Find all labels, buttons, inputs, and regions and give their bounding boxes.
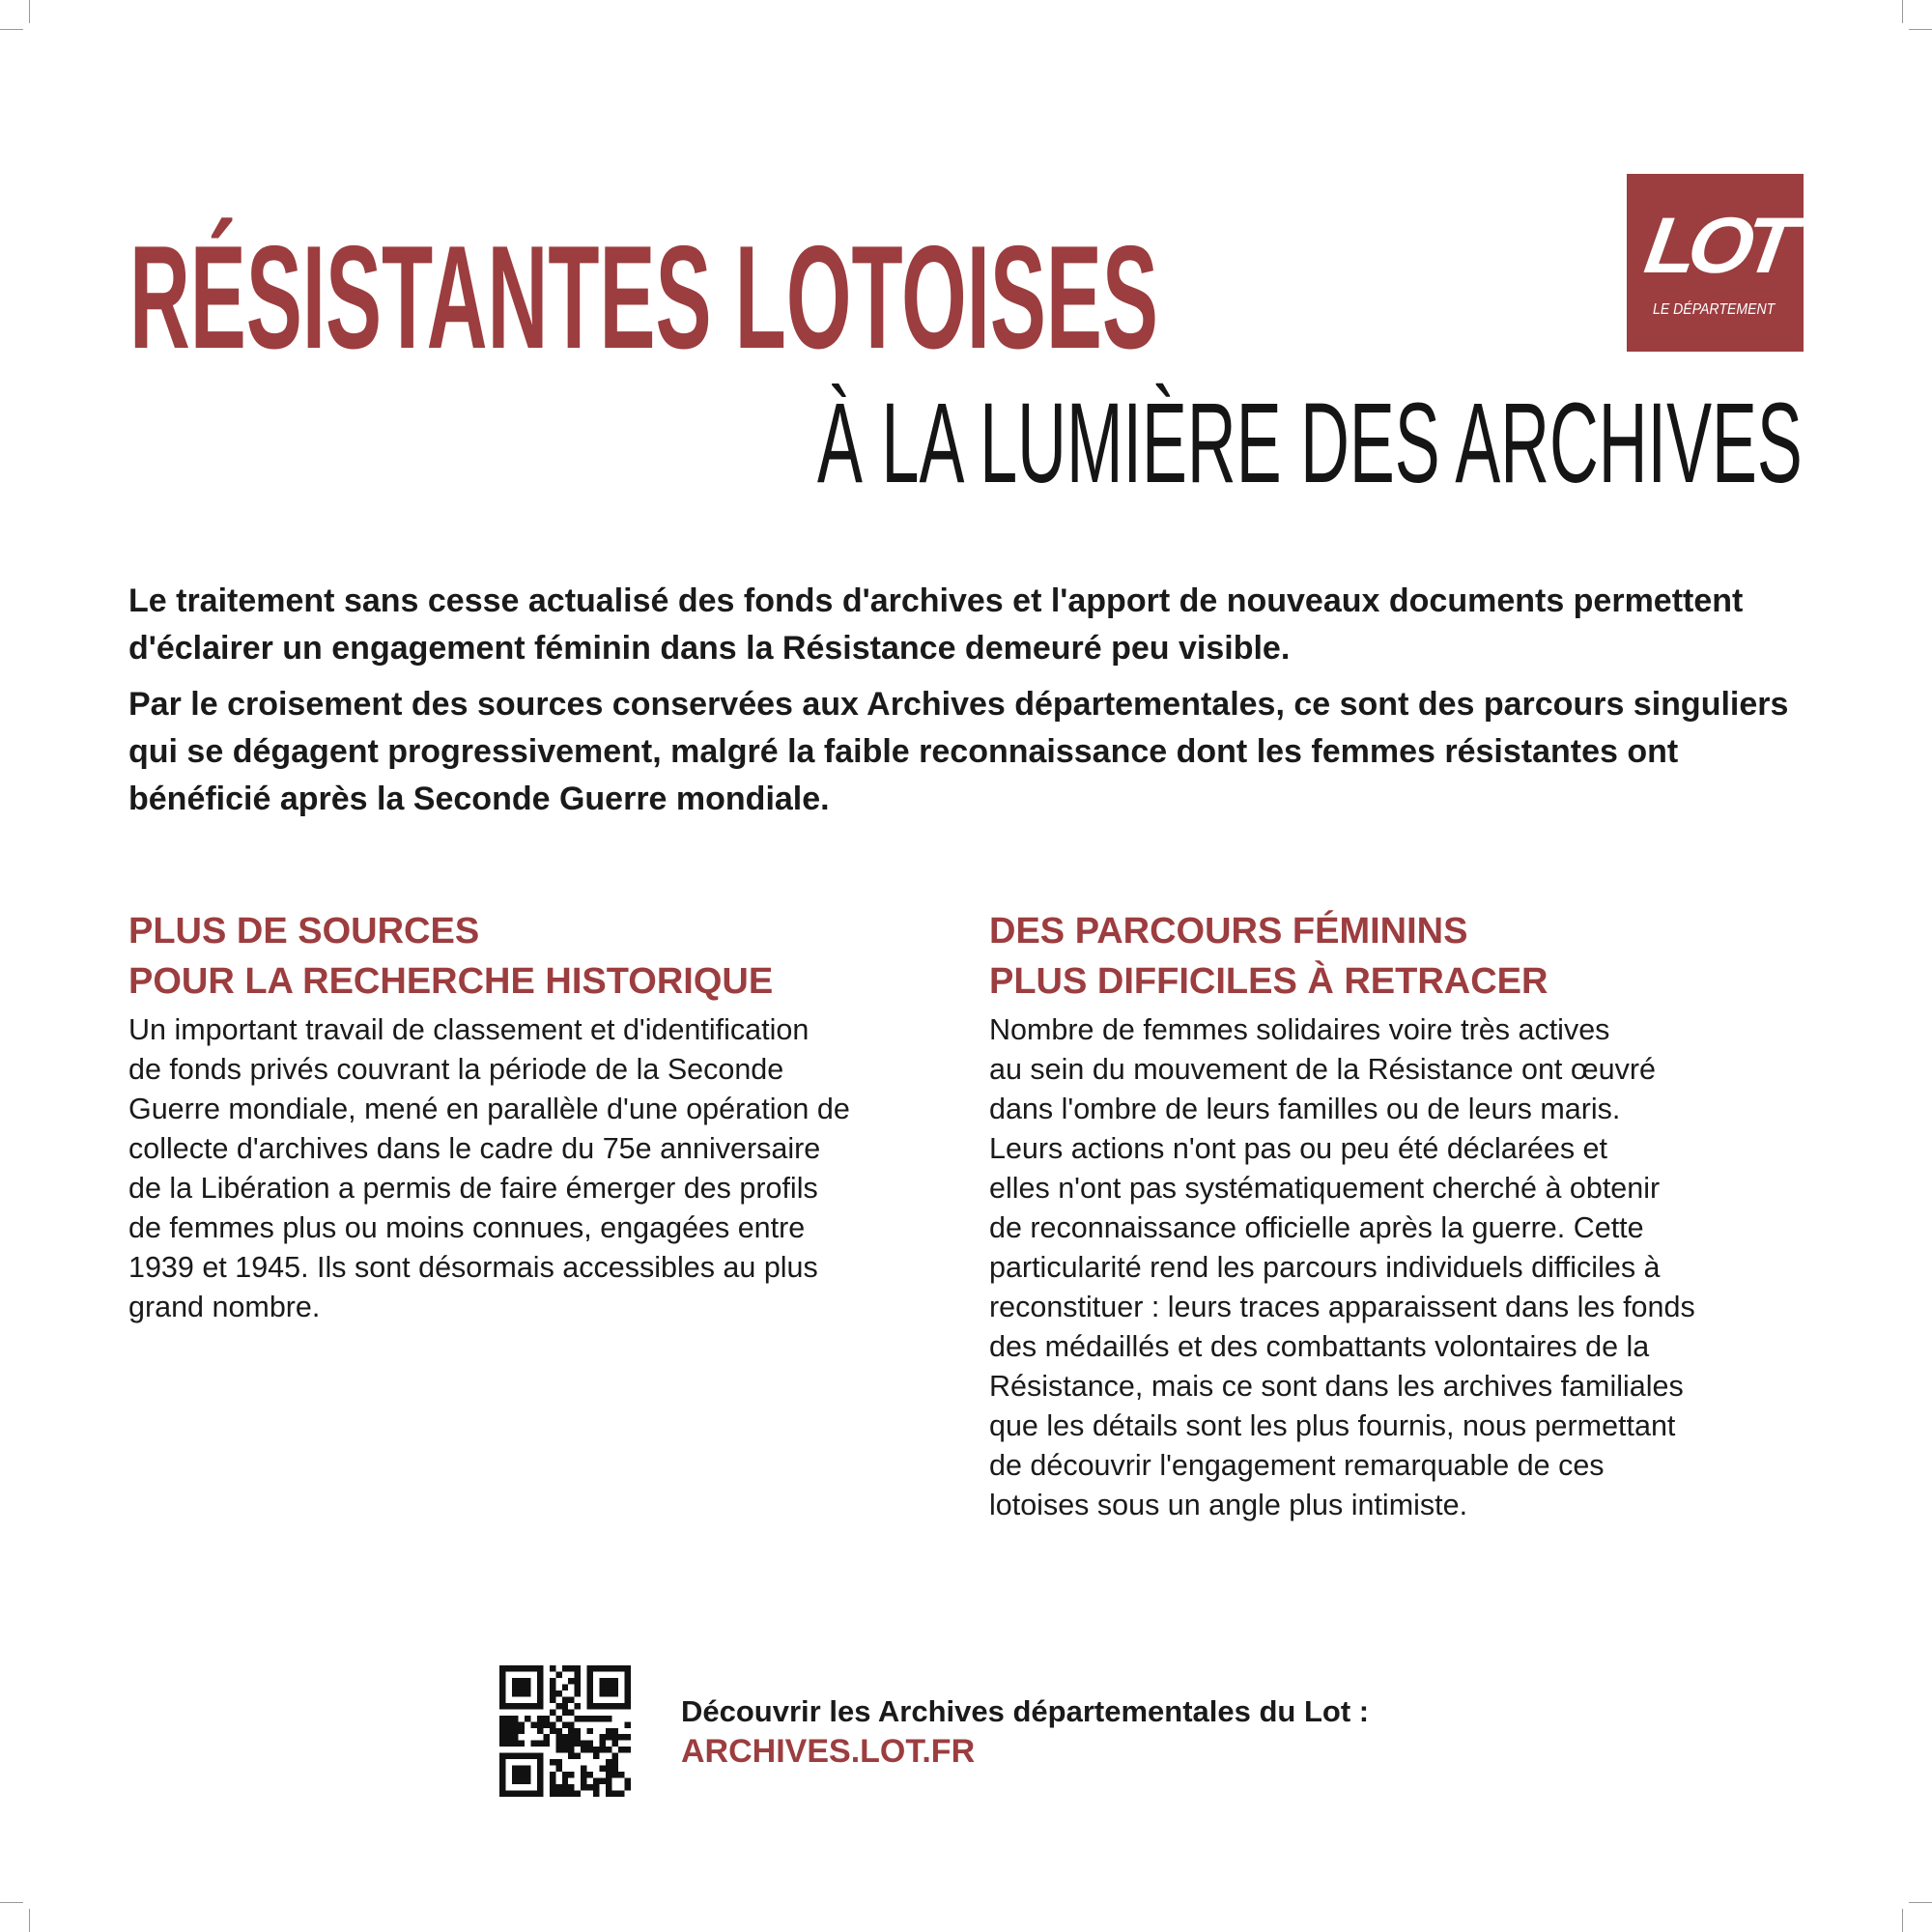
body-line: reconstituer : leurs traces apparaissent dans les fonds bbox=[989, 1291, 1695, 1323]
section-body bbox=[989, 1010, 1820, 1525]
section-heading bbox=[128, 906, 959, 1007]
lot-department-logo bbox=[1627, 174, 1804, 352]
crop-mark bbox=[29, 0, 30, 23]
crop-mark bbox=[1902, 1909, 1903, 1932]
body-line: de la Libération a permis de faire émerger des profils bbox=[128, 1172, 818, 1205]
body-line: 1939 et 1945. Ils sont désormais accessibles au plus bbox=[128, 1251, 818, 1284]
page-subtitle: À LA LUMIÈRE DES ARCHIVES bbox=[817, 380, 1803, 507]
section-heading bbox=[989, 906, 1820, 1007]
body-line: particularité rend les parcours individuels difficiles à bbox=[989, 1251, 1661, 1284]
body-line: Nombre de femmes solidaires voire très actives bbox=[989, 1013, 1610, 1046]
heading-line: POUR LA RECHERCHE HISTORIQUE bbox=[128, 961, 774, 1002]
crop-mark bbox=[1909, 29, 1932, 30]
body-line: Leurs actions n'ont pas ou peu été déclarées et bbox=[989, 1132, 1607, 1165]
intro-paragraph-2: Par le croisement des sources conservées aux Archives départementales, ce sont des parcours singuliers qui se dégagent progressivement, malgré la faible reconnaissance dont les femmes résistantes ont bénéficié après la Seconde Guerre mondiale. bbox=[128, 686, 1789, 817]
crop-mark bbox=[1909, 1902, 1932, 1903]
footer bbox=[681, 1692, 1369, 1772]
heading-line: PLUS DE SOURCES bbox=[128, 911, 480, 952]
body-line: de femmes plus ou moins connues, engagées entre bbox=[128, 1211, 806, 1244]
body-line: Résistance, mais ce sont dans les archives familiales bbox=[989, 1370, 1684, 1403]
body-line: collecte d'archives dans le cadre du 75e anniversaire bbox=[128, 1132, 821, 1165]
heading-line: PLUS DIFFICILES À RETRACER bbox=[989, 961, 1548, 1002]
section-body bbox=[128, 1010, 959, 1327]
body-line: des médaillés et des combattants volontaires de la bbox=[989, 1330, 1650, 1363]
body-line: de fonds privés couvrant la période de la Seconde bbox=[128, 1053, 784, 1086]
logo-sub: LE DÉPARTEMENT bbox=[1653, 301, 1776, 318]
heading-line: DES PARCOURS FÉMININS bbox=[989, 911, 1468, 952]
qr-code-icon[interactable] bbox=[499, 1665, 631, 1797]
body-line: au sein du mouvement de la Résistance ont œuvré bbox=[989, 1053, 1657, 1086]
section-sources bbox=[128, 906, 959, 1327]
body-line: de reconnaissance officielle après la guerre. Cette bbox=[989, 1211, 1644, 1244]
body-line: dans l'ombre de leurs familles ou de leurs maris. bbox=[989, 1093, 1621, 1125]
body-line: elles n'ont pas systématiquement cherché à obtenir bbox=[989, 1172, 1661, 1205]
crop-mark bbox=[1902, 0, 1903, 23]
intro bbox=[128, 578, 1790, 823]
crop-mark bbox=[29, 1909, 30, 1932]
archives-link[interactable]: ARCHIVES.LOT.FR bbox=[681, 1733, 976, 1770]
crop-mark bbox=[0, 29, 23, 30]
body-line: Guerre mondiale, mené en parallèle d'une opération de bbox=[128, 1093, 850, 1125]
crop-mark bbox=[0, 1902, 23, 1903]
body-line: grand nombre. bbox=[128, 1291, 321, 1323]
footer-text: Découvrir les Archives départementales du Lot : bbox=[681, 1694, 1370, 1728]
body-line: lotoises sous un angle plus intimiste. bbox=[989, 1489, 1468, 1521]
section-parcours bbox=[989, 906, 1820, 1525]
body-line: Un important travail de classement et d'identification bbox=[128, 1013, 810, 1046]
intro-paragraph-1: Le traitement sans cesse actualisé des fonds d'archives et l'apport de nouveaux documents permettent d'éclairer un engagement féminin dans la Résistance demeuré peu visible. bbox=[128, 582, 1744, 667]
logo-main: LOT bbox=[1639, 202, 1795, 290]
page-title: RÉSISTANTES LOTOISES bbox=[129, 215, 1158, 380]
body-line: de découvrir l'engagement remarquable de ces bbox=[989, 1449, 1605, 1482]
body-line: que les détails sont les plus fournis, nous permettant bbox=[989, 1409, 1676, 1442]
